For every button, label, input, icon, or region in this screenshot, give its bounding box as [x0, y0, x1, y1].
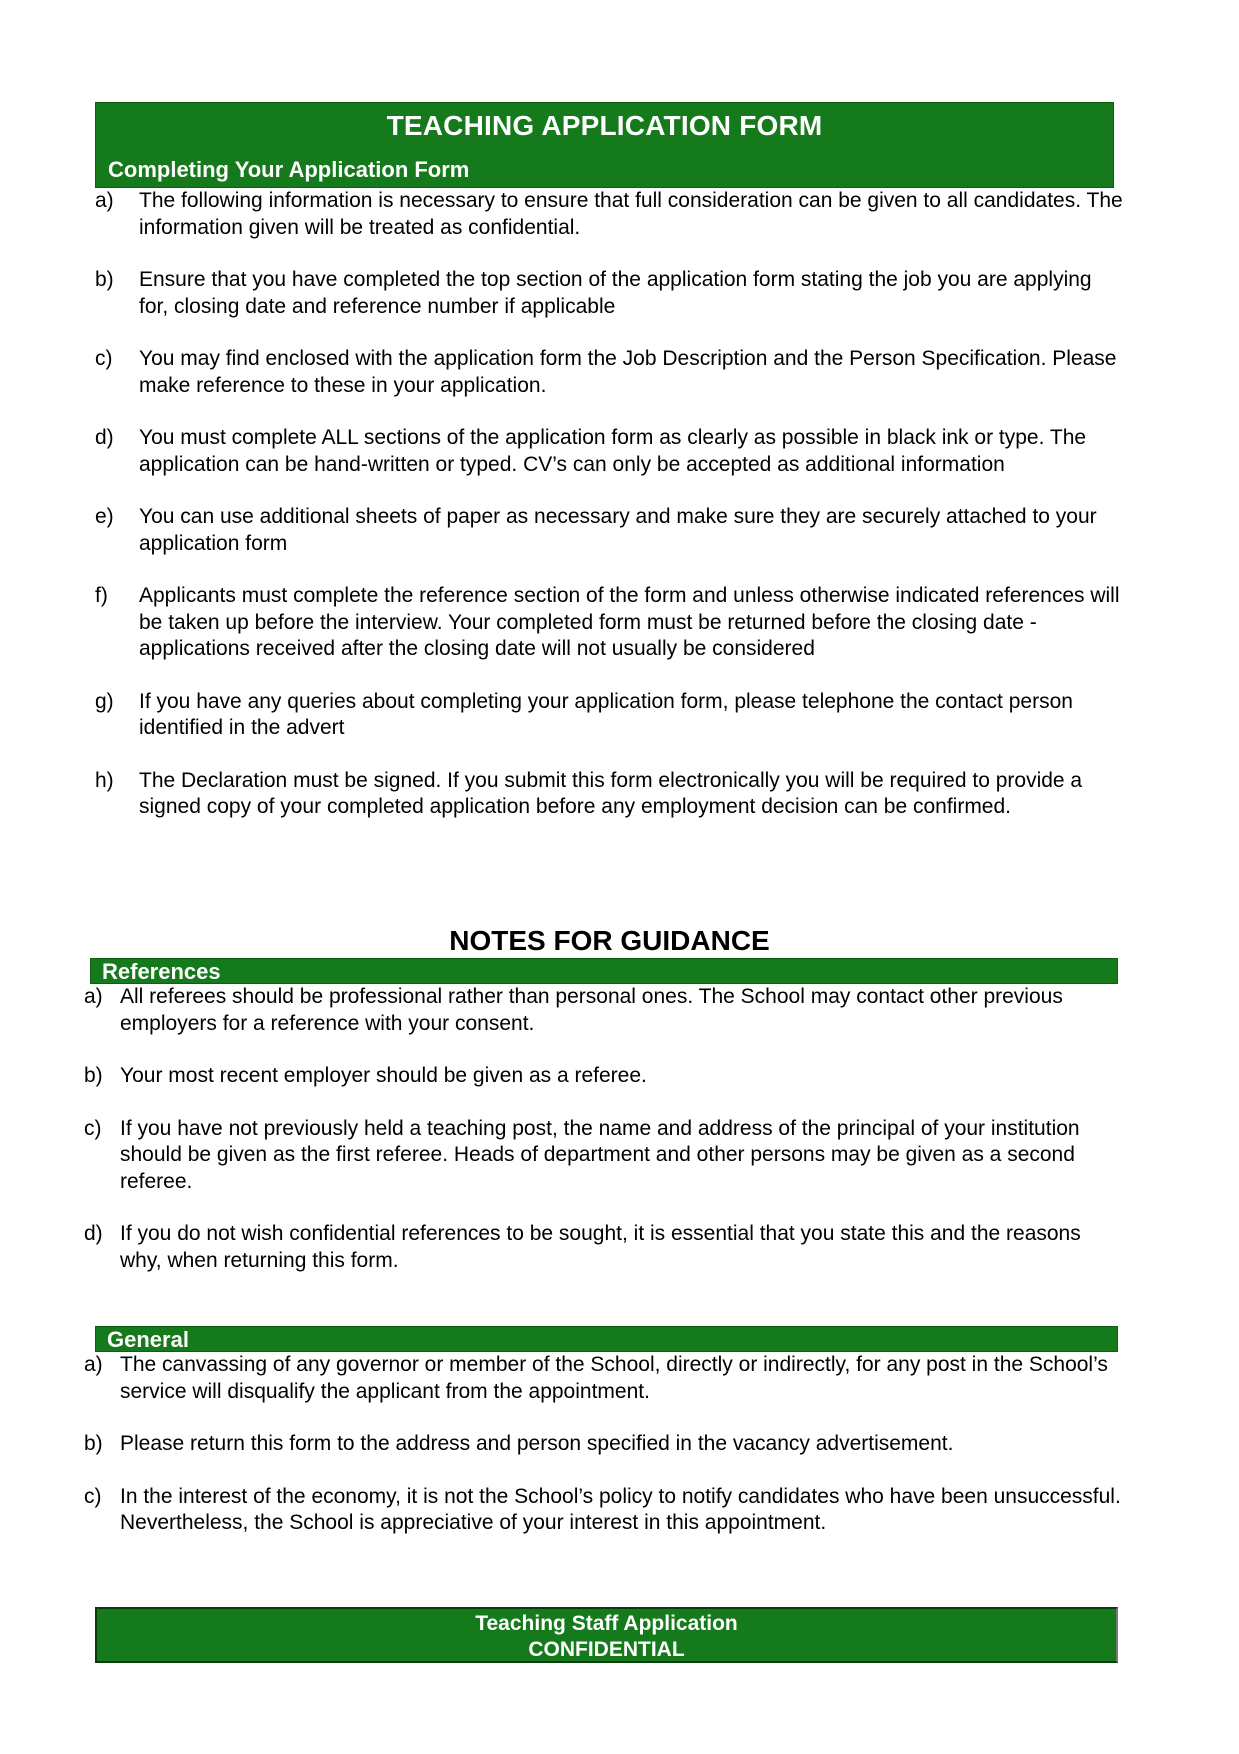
list-marker: d) — [84, 1222, 103, 1245]
general-note-item — [84, 1431, 1124, 1458]
instruction-item — [95, 504, 1125, 557]
list-item-text: If you have not previously held a teaching post, the name and address of the principal of your institution should be given as the first referee. Heads of department and other persons may be given as a second referee. — [120, 1116, 1080, 1193]
form-title: TEACHING APPLICATION FORM — [386, 110, 823, 141]
list-marker: b) — [95, 268, 114, 291]
list-item-text: The Declaration must be signed. If you submit this form electronically you will be required to provide a signed copy of your completed application before any employment decision can be confirmed. — [139, 768, 1083, 818]
list-marker: c) — [95, 347, 113, 370]
list-marker: f) — [95, 584, 108, 607]
instruction-item — [95, 768, 1125, 821]
references-list — [84, 984, 1124, 1274]
list-marker: a) — [84, 1353, 103, 1376]
instruction-item — [95, 346, 1125, 399]
references-label: References — [102, 959, 221, 984]
list-marker: g) — [95, 689, 114, 713]
list-item-text: The following information is necessary to ensure that full consideration can be given to all candidates. The information given will be treated as confidential. — [139, 189, 1123, 239]
general-note-item — [84, 1484, 1124, 1537]
footer-line2: CONFIDENTIAL — [528, 1638, 685, 1661]
list-marker: a) — [84, 985, 103, 1008]
general-section-bar — [95, 1326, 1118, 1352]
reference-note-item — [84, 984, 1124, 1037]
list-item-text: If you have any queries about completing your application form, please telephone the contact person identified in the advert — [139, 689, 1073, 739]
list-marker: d) — [95, 426, 114, 449]
list-item-text: Your most recent employer should be given as a referee. — [120, 1064, 647, 1087]
list-marker: b) — [84, 1064, 103, 1087]
list-marker: c) — [84, 1116, 102, 1140]
list-marker: e) — [95, 505, 114, 528]
list-item-text: You must complete ALL sections of the application form as clearly as possible in black ink or type. The application can be hand-written or typed. CV’s can only be accepted as additional information — [139, 426, 1087, 476]
list-item-text: Ensure that you have completed the top section of the application form stating the job you are applying for, closing date and reference number if applicable — [139, 268, 1092, 318]
general-note-item — [84, 1352, 1124, 1405]
list-item-text: In the interest of the economy, it is not the School’s policy to notify candidates who have been unsuccessful. Nevertheless, the School is appreciative of your interest in this appointment. — [120, 1484, 1121, 1534]
general-list — [84, 1352, 1124, 1537]
reference-note-item — [84, 1221, 1124, 1274]
references-section-bar — [90, 958, 1118, 984]
completing-instructions-list — [95, 188, 1125, 821]
form-subtitle: Completing Your Application Form — [108, 157, 470, 182]
footer-bar — [95, 1607, 1118, 1663]
instruction-item — [95, 583, 1125, 663]
list-item-text: The canvassing of any governor or member of the School, directly or indirectly, for any post in the School’s service will disqualify the applicant from the appointment. — [120, 1353, 1108, 1403]
general-label: General — [107, 1327, 189, 1352]
list-item-text: You can use additional sheets of paper as necessary and make sure they are securely attached to your application form — [139, 505, 1097, 555]
instruction-item — [95, 425, 1125, 478]
list-marker: a) — [95, 189, 114, 212]
footer-line1: Teaching Staff Application — [475, 1612, 738, 1635]
guidance-heading: NOTES FOR GUIDANCE — [449, 925, 770, 956]
list-item-text: If you do not wish confidential references to be sought, it is essential that you state this and the reasons why, when returning this form. — [120, 1222, 1081, 1272]
list-marker: c) — [84, 1484, 102, 1508]
list-item-text: All referees should be professional rather than personal ones. The School may contact other previous employers for a reference with your consent. — [120, 985, 1063, 1035]
list-item-text: You may find enclosed with the application form the Job Description and the Person Specification. Please make reference to these in your application. — [139, 347, 1117, 397]
instruction-item — [95, 689, 1125, 742]
form-title-bar — [95, 102, 1114, 188]
instruction-item — [95, 267, 1125, 320]
instruction-item — [95, 188, 1125, 241]
reference-note-item — [84, 1063, 1124, 1090]
list-item-text: Please return this form to the address and person specified in the vacancy advertisement. — [120, 1432, 954, 1455]
list-marker: h) — [95, 768, 114, 792]
reference-note-item — [84, 1116, 1124, 1196]
list-marker: b) — [84, 1432, 103, 1455]
list-item-text: Applicants must complete the reference section of the form and unless otherwise indicated references will be taken up before the interview. Your completed form must be returned before the closing date - applications received after the closing date will not usually be considered — [139, 584, 1120, 660]
